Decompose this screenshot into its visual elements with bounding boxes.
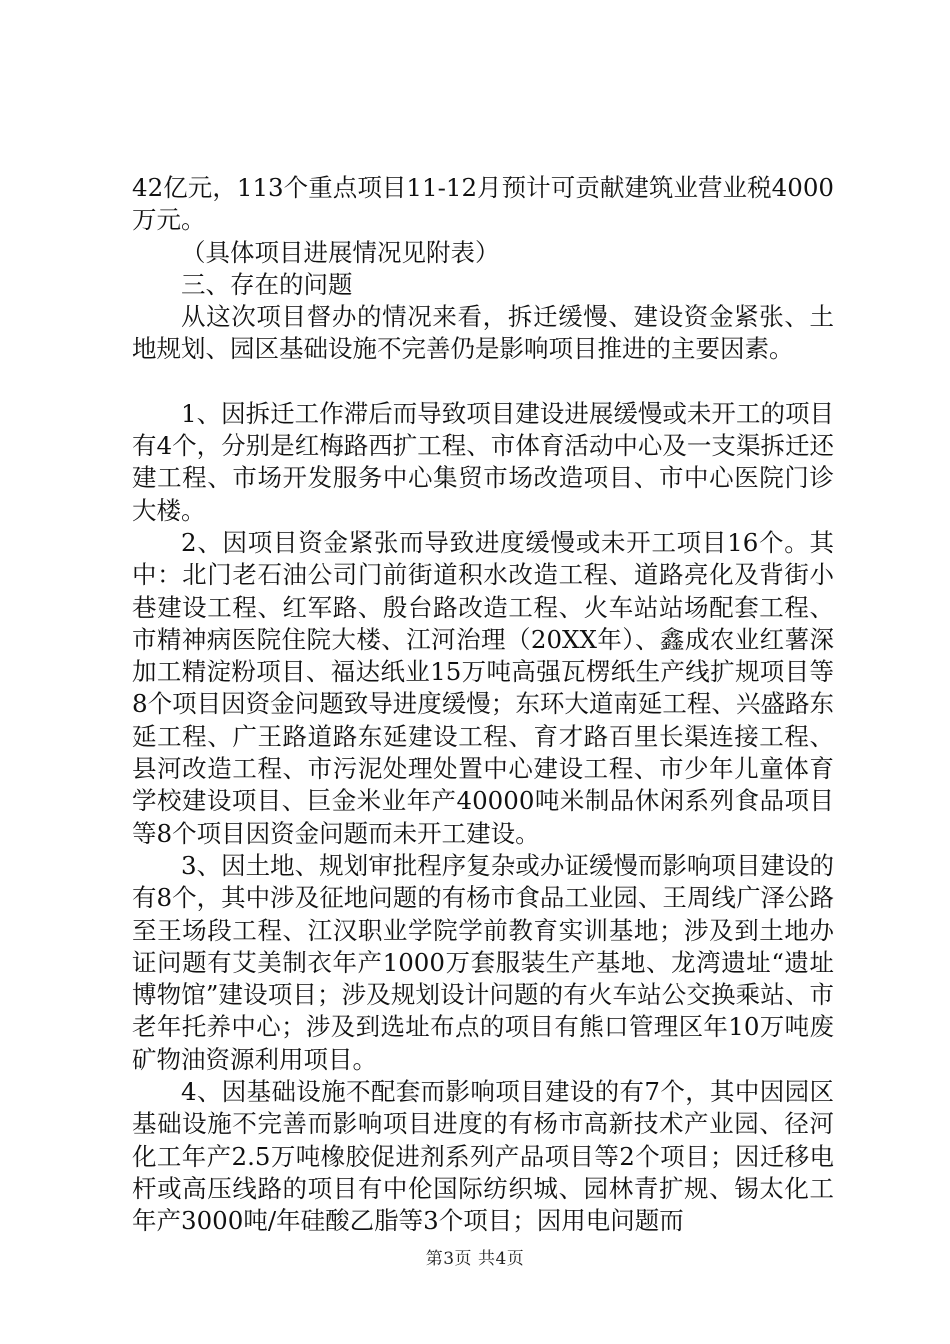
- section-heading-problems: 三、存在的问题: [181, 269, 353, 299]
- paragraph-item-1: 1、因拆迁工作滞后而导致项目建设进展缓慢或未开工的项目有4个，分别是红梅路西扩工程、市体育活动中心及一支渠拆迁还建工程、市场开发服务中心集贸市场改造项目、市中心医院门诊大楼。: [132, 398, 834, 525]
- page-footer: 第3页 共4页: [425, 1249, 525, 1269]
- paragraph-item-4: 4、因基础设施不配套而影响项目建设的有7个，其中因园区基础设施不完善而影响项目进度的有杨市高新技术产业园、径河化工年产2.5万吨橡胶促进剂系列产品项目等2个项目；因迁移电杆或高压线路的项目有中伦国际纺织城、园林青扩规、锡太化工年产3000吨/年硅酸乙脂等3个项目；因用电问题而: [132, 1077, 834, 1236]
- document-body: [132, 172, 834, 1238]
- paragraph-summary: 从这次项目督办的情况来看，拆迁缓慢、建设资金紧张、土地规划、园区基础设施不完善仍是影响项目推进的主要因素。: [132, 302, 834, 364]
- paragraph-item-2: 2、因项目资金紧张而导致进度缓慢或未开工项目16个。其中：北门老石油公司门前街道积水改造工程、道路亮化及背街小巷建设工程、红军路、殷台路改造工程、火车站站场配套工程、市精神病医院住院大楼、江河治理（20XX年）、鑫成农业红薯深加工精淀粉项目、福达纸业15万吨高强瓦楞纸生产线扩规项目等8个项目因资金问题致导进度缓慢；东环大道南延工程、兴盛路东延工程、广王路道路东延建设工程、育才路百里长渠连接工程、县河改造工程、市污泥处理处置中心建设工程、市少年儿童体育学校建设项目、巨金米业年产40000吨米制品休闲系列食品项目等8个项目因资金问题而未开工建设。: [132, 527, 834, 848]
- paragraph-continuation: 42亿元，113个重点项目11-12月预计可贡献建筑业营业税4000万元。: [132, 173, 834, 235]
- paragraph-attachment-note: （具体项目进展情况见附表）: [181, 237, 500, 267]
- paragraph-item-3: 3、因土地、规划审批程序复杂或办证缓慢而影响项目建设的有8个，其中涉及征地问题的有杨市食品工业园、王周线广泽公路至王场段工程、江汉职业学院学前教育实训基地；涉及到土地办证问题有艾美制衣年产1000万套服装生产基地、龙湾遗址“遗址博物馆”建设项目；涉及规划设计问题的有火车站公交换乘站、市老年托养中心；涉及到选址布点的项目有熊口管理区年10万吨废矿物油资源利用项目。: [132, 850, 834, 1074]
